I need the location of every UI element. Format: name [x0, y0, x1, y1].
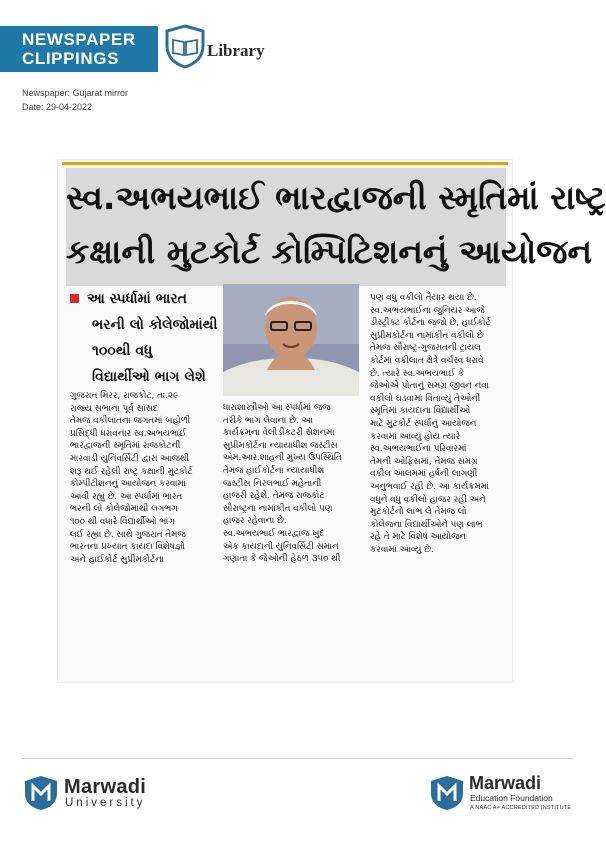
article-line: તેમજ વકીલાતના જગતમાં બહોળી	[70, 416, 191, 427]
article-line: સુપ્રીમકોર્ટના નામાંકીત વકીલો છે	[370, 330, 484, 341]
footer-divider	[22, 758, 573, 759]
subhead-line: આ સ્પર્ધામાં ભારત	[87, 291, 187, 307]
article-line: કરવામાં આવ્યું હોય ત્યારે	[370, 431, 461, 442]
article-line: સ્વ.અભયભાઈ ભારદ્વાજ ખુદ	[223, 528, 325, 539]
article-line: વકીલ આલમમાં હર્ષની લાગણી	[370, 469, 478, 480]
marwadi-foundation-subtitle: Education Foundation	[470, 793, 553, 803]
article-line: જેઓએ પોતાનું સમગ્ર જીવન નવા	[370, 381, 489, 392]
article-line: કોમ્પીટીશનનું આયોજન કરવામાં	[70, 479, 186, 490]
red-square-bullet-icon	[70, 294, 79, 303]
article-line: માટે મુટકોર્ટ સ્પર્ધાનું આયોજન	[370, 418, 477, 429]
clipping-top-rule	[62, 162, 508, 165]
article-line: તરીકે ભાગ લેવાના છે. આ	[223, 415, 313, 426]
article-line: ભારદ્વાજની સ્મૃતિમાં રાજકોટની	[70, 441, 181, 452]
article-line: લઈ રહ્યા છે. સાથે ગુજરાત તેમજ	[70, 529, 186, 540]
article-line: પણ વધુ વકીલો તૈયાર થયા છે.	[370, 293, 477, 303]
article-line: અને હાઈકોર્ટ સુપ્રીમકોર્ટના	[70, 554, 164, 565]
subhead-line: ભરની લો કોલેજોમાંથી	[92, 317, 218, 333]
article-line: કોર્ટમાં વકીલાત ક્ષેત્રે વર્ચસ્વ ધરાવે	[370, 355, 484, 366]
article-line: કાર્યક્રમના વેલીડીકટરી સેશનમાં	[223, 428, 335, 439]
article-line: મુટકોર્ટનો લાભ લે તેમજ લો	[370, 507, 467, 518]
subheadline	[70, 286, 218, 390]
portrait-photo	[223, 284, 359, 396]
article-line: પ્રસિદ્ધી ધરાવનાર સ્વ.અભયભાઈ	[70, 428, 186, 439]
article-line: કોલેજના વિદ્યાર્થીઓને પણ લાભ	[370, 519, 483, 530]
marwadi-university-shield-icon	[24, 775, 58, 811]
newspaper-clippings-banner	[0, 26, 158, 72]
banner-line-2: CLIPPINGS	[22, 49, 120, 68]
library-shield-icon	[164, 24, 206, 68]
article-line: છે. ત્યારે સ્વ.અભયભાઈ કે	[370, 368, 464, 379]
article-line: હાજર રહેવાના છે.	[223, 516, 287, 527]
naac-accreditation-note: A NAAC A+ ACCREDITED INSTITUTE	[470, 805, 572, 811]
article-column-2	[223, 402, 363, 566]
article-line: ગુજરાત મિરર, રાજકોટ, તા.૨૯	[70, 391, 179, 401]
article-line: જસ્ટીસ નિરલભાઈ મહેતાની	[223, 478, 322, 489]
headline-line-2: કક્ષાની મુટકોર્ટ કોમ્પિટિશનનું આયોજન	[66, 232, 593, 271]
article-line: ૧૦૦ થી વધારે વિદ્યાર્થીઓ ભાગ	[70, 516, 175, 527]
article-line: તેમજ હાઈકોર્ટના ન્યાયાધીશ	[223, 465, 325, 476]
newspaper-clipping	[58, 160, 606, 682]
clipping-date: Date: 29-04-2022	[22, 102, 93, 112]
article-line: રહે તે માટે વિશેષ આયોજન	[370, 532, 466, 543]
article-line: વધુને વધુ વકીલો હાજર રહી અને	[370, 494, 486, 505]
article-line: અનુભવાઈ રહી છે. આ કાર્યક્રમમાં	[370, 481, 489, 492]
subhead-line: ૧૦૦થી વધુ	[92, 343, 153, 359]
article-line: તેમજ સૌરાષ્ટ્ર-ગુજરાતની ટ્રાયલ	[370, 343, 481, 354]
article-line: ભરની લો કોલેજોમાંથી લગભગ	[70, 504, 178, 515]
article-line: ધારાશાસ્ત્રીઓ આ સ્પર્ધામાં જજ	[223, 403, 331, 413]
article-line: કરવામાં આવ્યું છે.	[370, 544, 434, 555]
article-column-3	[370, 292, 506, 556]
article-line: શરૂ થઈ રહેલી રાષ્ટ્ર કક્ષાની મુટકોર્ટ	[70, 466, 193, 477]
article-line: સ્વ.અભયભાઈના પરિવારમાં	[370, 444, 467, 455]
article-line: હાજરી રહેશે. તેમજ રાજકોટ	[223, 491, 325, 502]
article-line: ગણાતા કે જેઓની હેઠળ ૩૫૦ થી	[223, 554, 341, 565]
article-line: રાજ્ય સભાના પૂર્વ સાંસદ	[70, 403, 158, 414]
article-line: વકીલો ઘડવામાં વિતાવ્યું તેઓની	[370, 393, 481, 404]
headline-line-1: સ્વ.અભયભાઈ ભારદ્વાજની સ્મૃતિમાં રાષ્ટ્ર	[66, 178, 606, 217]
article-line: ડીસ્ટ્રીક્ટ કોર્ટના જજો છે, હાઈકોર્ટ	[370, 318, 491, 329]
article-line: તેમની ઓફિસમાં, તેમજ સમગ્ર	[370, 456, 478, 467]
marwadi-education-foundation-shield-icon	[430, 775, 464, 811]
article-line: સૌરાષ્ટ્રના નામાંકીત વકીલો પણ	[223, 503, 333, 514]
article-line: આવી રહ્યું છે. આ સ્પર્ધામાં ભારત	[70, 491, 183, 502]
library-label: Library	[207, 41, 265, 60]
marwadi-foundation-name: Marwadi	[469, 773, 542, 793]
article-line: સ્વ.અભયભાઈના જુનિયર આજે	[370, 305, 485, 316]
marwadi-university-name: Marwadi	[64, 776, 147, 798]
newspaper-name: Newspaper: Gujarat mirror	[22, 88, 129, 98]
marwadi-university-subtitle: University	[65, 797, 146, 809]
article-line: સુપ્રીમકોર્ટના ન્યાયાધીશ જસ્ટીસ	[223, 440, 338, 451]
article-line: એક કાયદાની યુનિવર્સિટી સમાન	[223, 541, 339, 552]
article-line: ભારતના પ્રખ્યાત કાયદા વિશેષજ્ઞો	[70, 542, 185, 553]
banner-line-1: NEWSPAPER	[22, 30, 136, 49]
subhead-line: વિદ્યાર્થીઓ ભાગ લેશે	[92, 369, 206, 385]
article-line: એમ.આર.શાહની મુખ્ય ઉપસ્થિતિ	[223, 453, 342, 464]
article-column-1	[70, 390, 220, 566]
headline-block	[66, 168, 606, 286]
article-line: સ્મૃતિમાં કાયદાના વિદ્યાર્થીઓ	[370, 406, 471, 417]
article-line: મારવાડી યુનિવર્સિટી દ્વારા આજથી	[70, 453, 190, 464]
